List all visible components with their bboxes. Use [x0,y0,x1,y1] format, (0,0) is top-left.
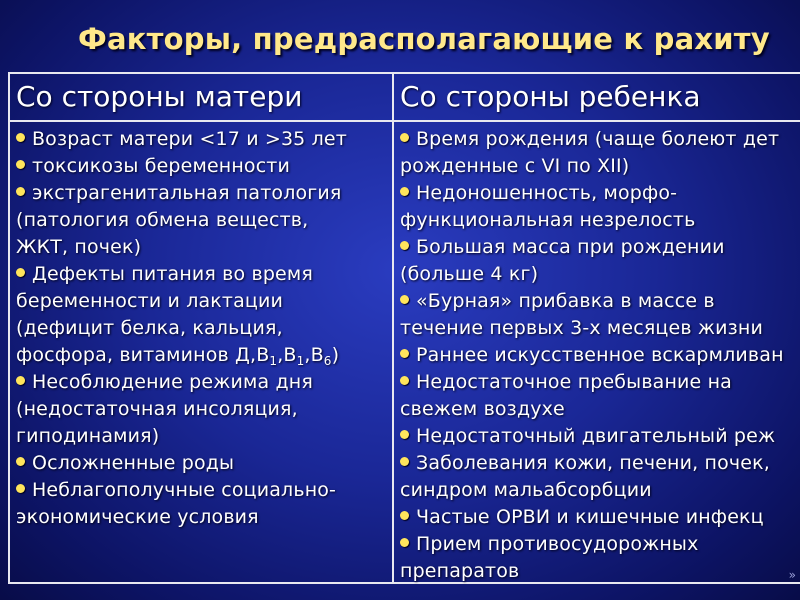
list-item-line: «Бурная» прибавка в массе в [400,288,800,315]
list-item-line: гиподинамия) [16,425,160,447]
list-item-line: (дефицит белка, кальция, [16,317,283,339]
list-item [16,180,388,261]
list-item [16,450,388,477]
factors-table [8,72,800,584]
list-item-line: Неблагополучные социально- [16,477,388,504]
bullet-icon [400,241,409,250]
list-item-line: синдром мальабсорбции [400,479,652,501]
list-item [16,153,388,180]
column-divider [392,74,394,582]
bullet-icon [400,430,409,439]
list-item-line: экономические условия [16,506,259,528]
list-item [400,450,800,504]
slide-title: Факторы, предрасполагающие к рахиту [78,22,770,56]
bullet-icon [400,133,409,142]
bullet-icon [16,457,25,466]
bullet-icon [16,133,25,142]
list-item-line: Дефекты питания во время [16,261,388,288]
list-item [400,423,800,450]
bullet-icon [400,538,409,547]
column-header-child: Со стороны ребенка [400,80,701,113]
list-item-line: свежем воздухе [400,398,565,420]
column-header-mother: Со стороны матери [16,80,303,113]
bullet-icon [400,457,409,466]
list-item [16,477,388,531]
list-item [400,180,800,234]
list-item-line: течение первых 3-х месяцев жизни [400,317,763,339]
list-item-line: Раннее искусственное вскармливан [400,342,800,369]
list-item-line: Возраст матери <17 и >35 лет [16,126,388,153]
list-item-line: (патология обмена веществ, [16,209,309,231]
list-item [16,369,388,450]
list-item-line: Недоношенность, морфо- [400,180,800,207]
mother-factors-list [16,126,388,531]
list-item-line: рожденные с VI по XII) [400,155,630,177]
list-item-line: Недостаточное пребывание на [400,369,800,396]
child-factors-list [400,126,800,585]
list-item [400,234,800,288]
list-item [16,126,388,153]
list-item-line: Несоблюдение режима дня [16,369,388,396]
list-item-line: Прием противосудорожных [400,531,800,558]
list-item [400,342,800,369]
list-item [400,531,800,585]
list-item-line: препаратов [400,560,520,582]
bullet-icon [16,187,25,196]
header-divider [10,120,800,122]
list-item-line: функциональная незрелость [400,209,696,231]
bullet-icon [400,349,409,358]
slide-nav-mark: » [788,568,796,582]
bullet-icon [400,511,409,520]
list-item-line: Частые ОРВИ и кишечные инфекц [400,504,800,531]
list-item-line: токсикозы беременности [16,153,388,180]
vitamin-line: фосфора, витаминов $Д,В_1,В_1,В_6$) [16,344,340,368]
list-item-line: экстрагенитальная патология [16,180,388,207]
list-item [400,504,800,531]
list-item-line: Осложненные роды [16,450,388,477]
list-item-line: Недостаточный двигательный реж [400,423,800,450]
bullet-icon [16,268,25,277]
list-item [400,126,800,180]
list-item-line: (больше 4 кг) [400,263,539,285]
bullet-icon [16,484,25,493]
list-item [400,288,800,342]
list-item-line: Большая масса при рождении [400,234,800,261]
bullet-icon [400,376,409,385]
list-item-line: беременности и лактации [16,290,283,312]
list-item [16,261,388,369]
bullet-icon [16,160,25,169]
list-item [400,369,800,423]
bullet-icon [16,376,25,385]
list-item-line: Время рождения (чаще болеют дет [400,126,800,153]
list-item-line: (недостаточная инсоляция, [16,398,298,420]
list-item-line: ЖКТ, почек) [16,236,142,258]
bullet-icon [400,295,409,304]
bullet-icon [400,187,409,196]
list-item-line: Заболевания кожи, печени, почек, [400,450,800,477]
